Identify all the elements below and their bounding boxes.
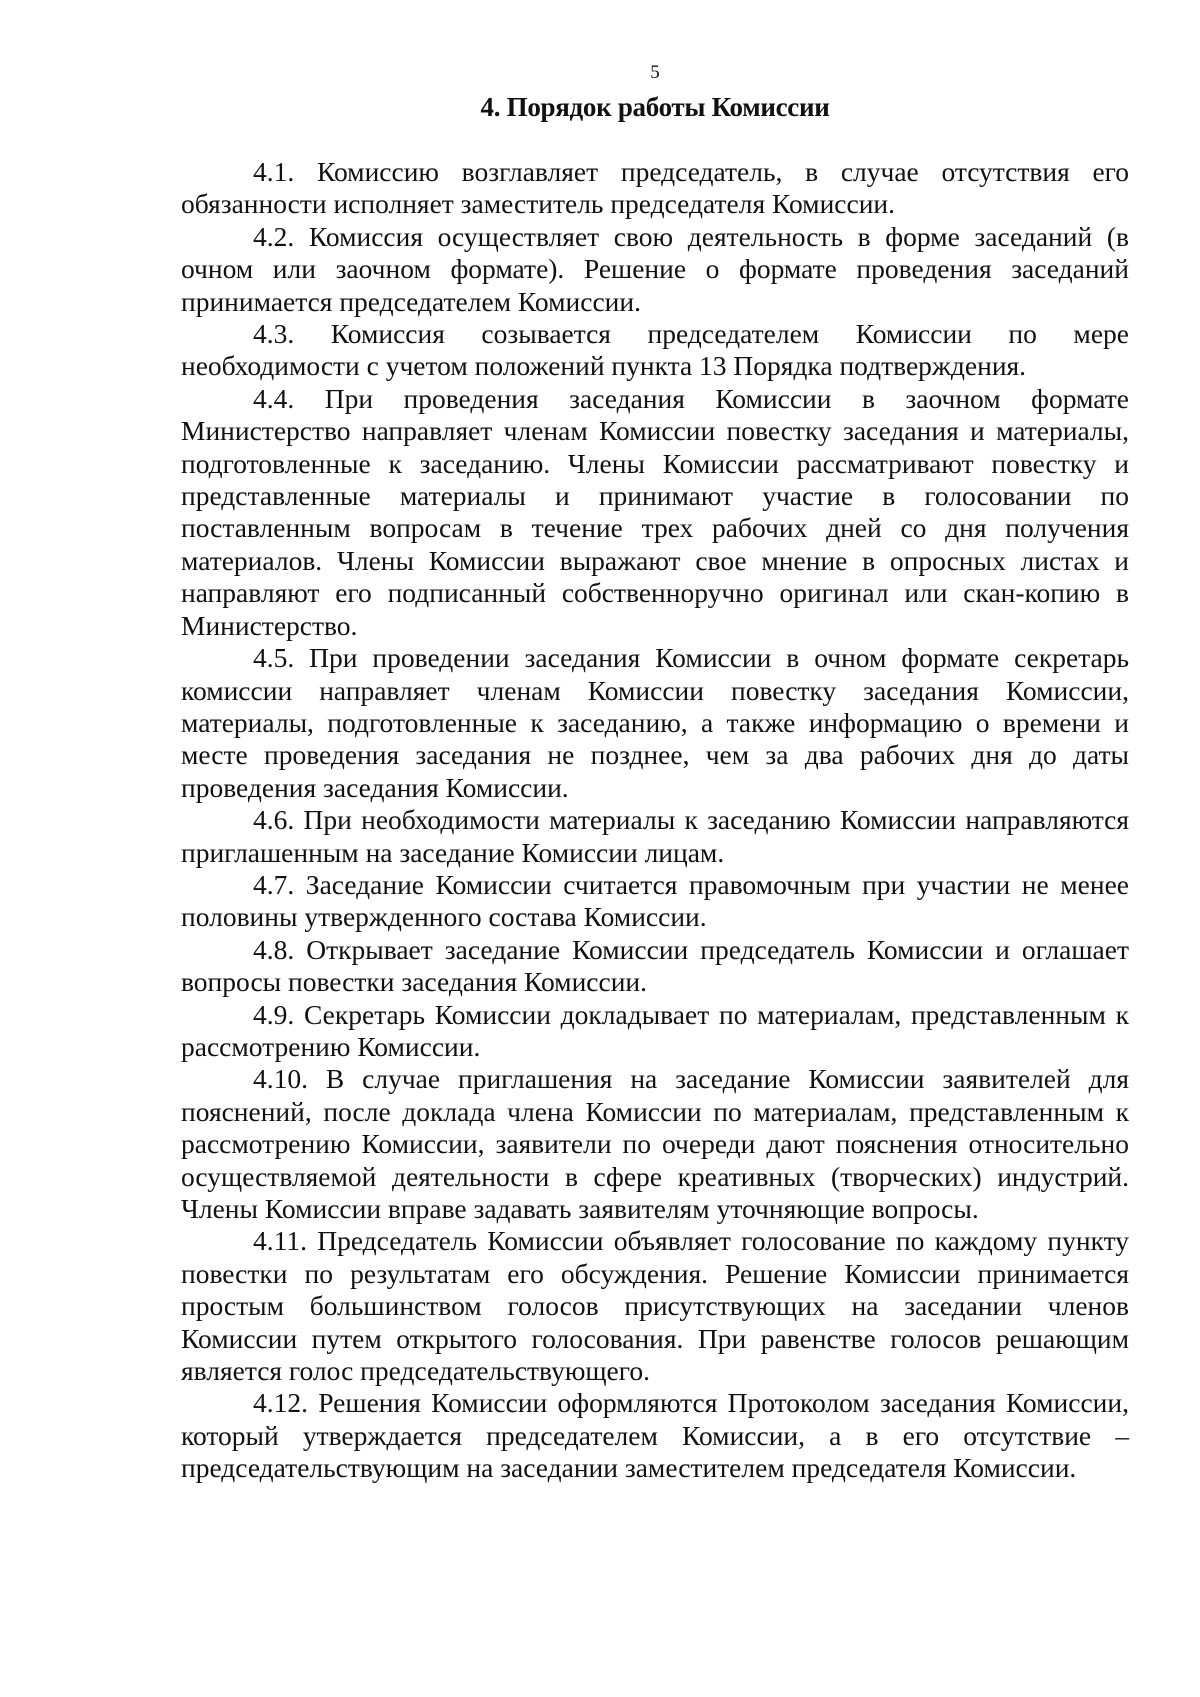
paragraph-4-11: 4.11. Председатель Комиссии объявляет голосование по каждому пункту повестки по результатам его обсуждения. Решение Комиссии принимается простым большинством голосов присутствующих на заседании членов Комиссии путем открытого голосования. При равенстве голосов решающим является голос председательствующего. — [181, 1225, 1129, 1387]
paragraph-4-3: 4.3. Комиссия созывается председателем Комиссии по мере необходимости с учетом положений пункта 13 Порядка подтверждения. — [181, 318, 1129, 382]
paragraph-4-7: 4.7. Заседание Комиссии считается правомочным при участии не менее половины утвержденного состава Комиссии. — [181, 868, 1129, 933]
paragraph-4-12: 4.12. Решения Комиссии оформляются Протоколом заседания Комиссии, который утверждается председателем Комиссии, а в его отсутствие – председательствующим на заседании заместителем председателя Комиссии. — [181, 1387, 1129, 1484]
paragraph-4-8: 4.8. Открывает заседание Комиссии председатель Комиссии и оглашает вопросы повестки заседания Комиссии. — [181, 933, 1129, 998]
paragraph-4-2: 4.2. Комиссия осуществляет свою деятельность в форме заседаний (в очном или заочном формате). Решение о формате проведения заседаний принимается председателем Комиссии. — [181, 220, 1129, 317]
paragraph-4-1: 4.1. Комиссию возглавляет председатель, в случае отсутствия его обязанности исполняет заместитель председателя Комиссии. — [181, 156, 1129, 220]
page-number: 5 — [650, 62, 660, 83]
paragraph-4-6: 4.6. При необходимости материалы к заседанию Комиссии направляются приглашенным на заседание Комиссии лицам. — [181, 804, 1129, 868]
paragraph-4-9: 4.9. Секретарь Комиссии докладывает по материалам, представленным к рассмотрению Комиссии. — [181, 998, 1129, 1062]
paragraph-4-4: 4.4. При проведения заседания Комиссии в заочном формате Министерство направляет членам Комиссии повестку заседания и материалы, подготовленные к заседанию. Члены Комиссии рассматривают повестку и представленные материалы и принимают участие в голосовании по поставленным вопросам в течение трех рабочих дней со дня получения материалов. Члены Комиссии выражают свое мнение в опросных листах и направляют его подписанный собственноручно оригинал или скан-копию в Министерство. — [181, 382, 1129, 641]
document-body — [181, 156, 1129, 1485]
section-title: 4. Порядок работы Комиссии — [480, 92, 830, 122]
paragraph-4-10: 4.10. В случае приглашения на заседание Комиссии заявителей для пояснений, после доклада члена Комиссии по материалам, представленным к рассмотрению Комиссии, заявители по очереди дают пояснения относительно осуществляемой деятельности в сфере креативных (творческих) индустрий. Члены Комиссии вправе задавать заявителям уточняющие вопросы. — [181, 1063, 1129, 1224]
paragraph-4-5: 4.5. При проведении заседания Комиссии в очном формате секретарь комиссии направляет членам Комиссии повестку заседания Комиссии, материалы, подготовленные к заседанию, а также информацию о времени и месте проведения заседания не позднее, чем за два рабочих дня до даты проведения заседания Комиссии. — [181, 642, 1129, 803]
